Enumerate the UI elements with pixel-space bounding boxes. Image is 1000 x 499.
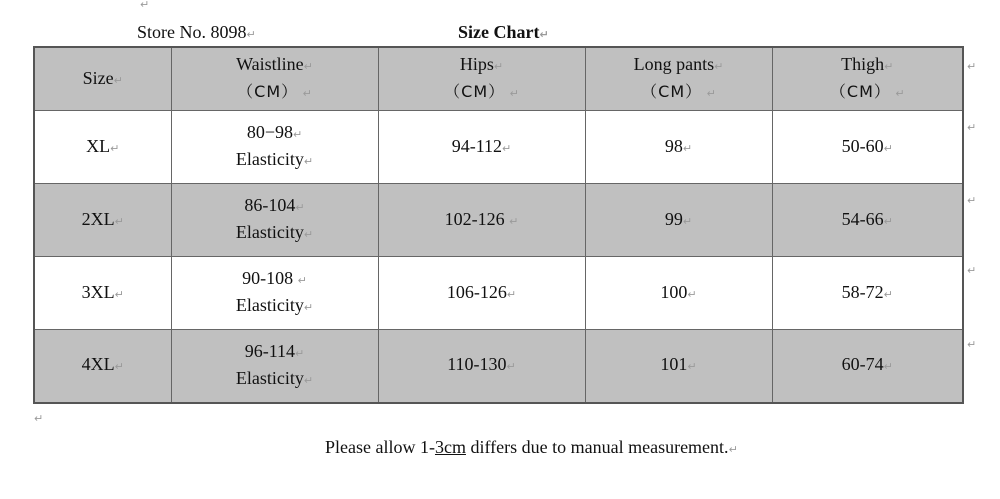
paragraph-mark: ↵ bbox=[967, 264, 977, 277]
paragraph-mark: ↵ bbox=[967, 338, 977, 351]
hips-cell: 110-130↵ bbox=[378, 330, 585, 403]
table-header-row bbox=[34, 47, 963, 111]
column-header-hips: Hips↵ （CM） ↵ bbox=[378, 47, 585, 111]
thigh-cell: 50-60↵ bbox=[772, 111, 963, 184]
table-row bbox=[34, 330, 963, 403]
long-pants-cell: 99↵ bbox=[585, 184, 772, 257]
thigh-cell: 58-72↵ bbox=[772, 257, 963, 330]
size-cell: XL↵ bbox=[34, 111, 171, 184]
long-pants-cell: 100↵ bbox=[585, 257, 772, 330]
paragraph-mark: ↵ bbox=[967, 60, 977, 73]
paragraph-mark: ↵ bbox=[967, 121, 977, 134]
table-row bbox=[34, 111, 963, 184]
paragraph-mark: ↵ bbox=[34, 412, 44, 425]
waistline-cell: 90-108 ↵ Elasticity↵ bbox=[171, 257, 378, 330]
waistline-cell: 86-104↵ Elasticity↵ bbox=[171, 184, 378, 257]
column-header-thigh: Thigh↵ （CM） ↵ bbox=[772, 47, 963, 111]
hips-cell: 102-126 ↵ bbox=[378, 184, 585, 257]
paragraph-mark: ↵ bbox=[967, 194, 977, 207]
column-header-long-pants: Long pants↵ （CM） ↵ bbox=[585, 47, 772, 111]
size-chart-table bbox=[33, 46, 964, 404]
store-number: Store No. 8098↵ bbox=[137, 22, 256, 42]
paragraph-mark: ↵ bbox=[140, 0, 150, 11]
long-pants-cell: 98↵ bbox=[585, 111, 772, 184]
hips-cell: 106-126↵ bbox=[378, 257, 585, 330]
size-cell: 2XL↵ bbox=[34, 184, 171, 257]
column-header-waistline: Waistline↵ （CM） ↵ bbox=[171, 47, 378, 111]
thigh-cell: 54-66↵ bbox=[772, 184, 963, 257]
thigh-cell: 60-74↵ bbox=[772, 330, 963, 403]
size-cell: 3XL↵ bbox=[34, 257, 171, 330]
page-title: Size Chart↵ bbox=[458, 22, 549, 42]
table-row bbox=[34, 184, 963, 257]
table-row bbox=[34, 257, 963, 330]
hips-cell: 94-112↵ bbox=[378, 111, 585, 184]
waistline-cell: 96-114↵ Elasticity↵ bbox=[171, 330, 378, 403]
waistline-cell: 80−98↵ Elasticity↵ bbox=[171, 111, 378, 184]
column-header-size: Size↵ bbox=[34, 47, 171, 111]
size-cell: 4XL↵ bbox=[34, 330, 171, 403]
measurement-note: Please allow 1-3cm differs due to manual measurement.↵ bbox=[325, 437, 738, 457]
long-pants-cell: 101↵ bbox=[585, 330, 772, 403]
